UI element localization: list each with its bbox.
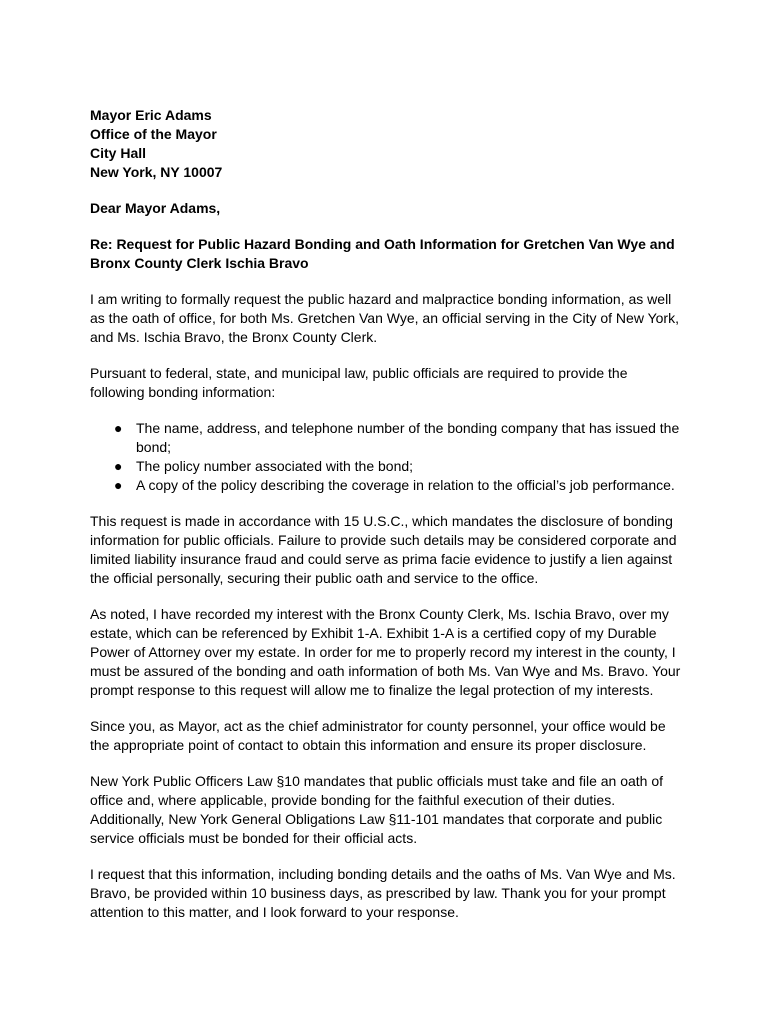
salutation: Dear Mayor Adams, (90, 200, 221, 216)
body-paragraph: Since you, as Mayor, act as the chief administrator for county personnel, your office would be the appropriate point of contact to obtain this information and ensure its proper disclosure. (90, 718, 666, 753)
bullet-icon: ● (114, 458, 123, 474)
address-line: Mayor Eric Adams (90, 107, 212, 123)
body-paragraph: This request is made in accordance with 15 U.S.C., which mandates the disclosure of bonding information for public officials. Failure to provide such details may be considered corporate and limited liability insurance fraud and could serve as prima facie evidence to justify a lien against the official personally, securing their public oath and service to the office. (90, 513, 677, 586)
address-line: City Hall (90, 145, 147, 161)
requirements-list (90, 419, 682, 495)
bullet-icon: ● (114, 420, 123, 436)
subject-line: Re: Request for Public Hazard Bonding and Oath Information for Gretchen Van Wye and Bronx County Clerk Ischia Bravo (90, 236, 675, 271)
body-paragraph: As noted, I have recorded my interest with the Bronx County Clerk, Ms. Ischia Bravo, over my estate, which can be referenced by Exhibit 1-A. Exhibit 1-A is a certified copy of my Durable Power of Attorney over my estate. In order for me to properly record my interest in the county, I must be assured of the bonding and oath information of both Ms. Van Wye and Ms. Bravo. Your prompt response to this request will allow me to finalize the legal protection of my interests. (90, 606, 681, 698)
address-line: New York, NY 10007 (90, 164, 223, 180)
letter-page (90, 106, 682, 922)
body-paragraph: I am writing to formally request the public hazard and malpractice bonding information, as well as the oath of office, for both Ms. Gretchen Van Wye, an official serving in the City of New York, and Ms. Ischia Bravo, the Bronx County Clerk. (90, 291, 679, 345)
body-paragraph: Pursuant to federal, state, and municipal law, public officials are required to provide the following bonding information: (90, 365, 628, 400)
list-item-text: A copy of the policy describing the coverage in relation to the official’s job performance. (136, 477, 675, 493)
body-paragraph: New York Public Officers Law §10 mandates that public officials must take and file an oath of office and, where applicable, provide bonding for the faithful execution of their duties. Additionally, New York General Obligations Law §11-101 mandates that corporate and public service officials must be bonded for their official acts. (90, 773, 664, 846)
address-line: Office of the Mayor (90, 126, 217, 142)
list-item (90, 457, 682, 476)
list-item-text: The policy number associated with the bond; (136, 458, 414, 474)
body-paragraph: I request that this information, including bonding details and the oaths of Ms. Van Wye and Ms. Bravo, be provided within 10 business days, as prescribed by law. Thank you for your prompt attention to this matter, and I look forward to your response. (90, 866, 676, 920)
list-item (90, 419, 682, 457)
list-item-text: The name, address, and telephone number of the bonding company that has issued the bond; (136, 420, 680, 455)
recipient-address (90, 106, 682, 182)
list-item (90, 476, 682, 495)
bullet-icon: ● (114, 477, 123, 493)
